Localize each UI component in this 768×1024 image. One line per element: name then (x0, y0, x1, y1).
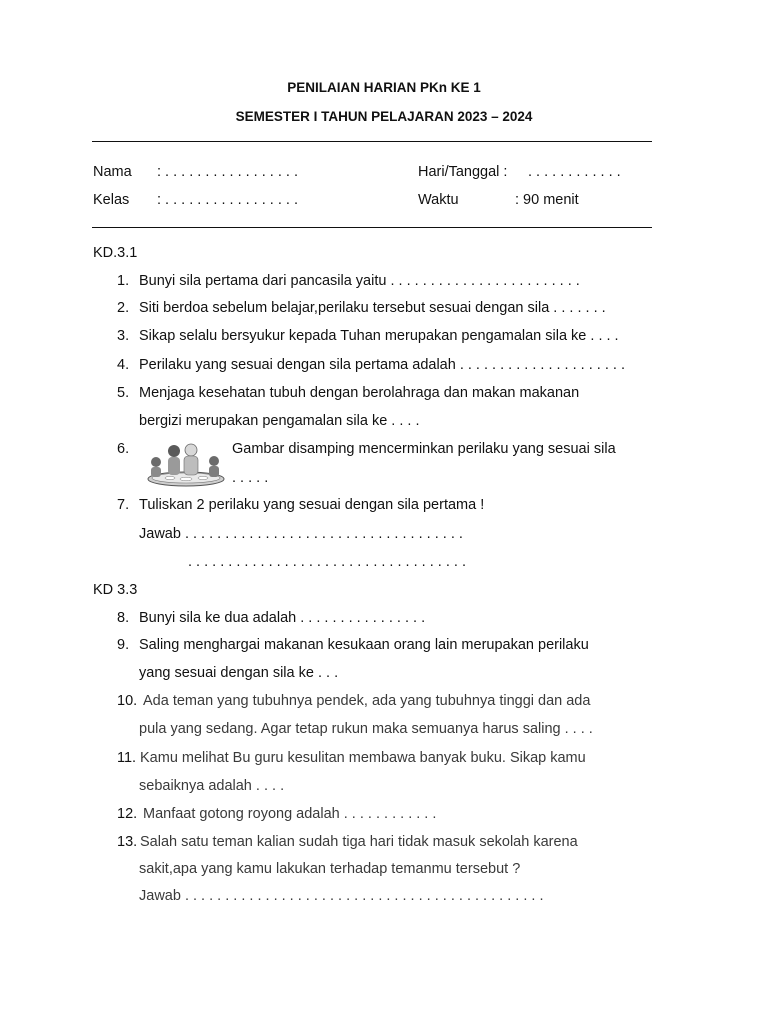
question-2-number: 2. (117, 300, 130, 316)
question-12-number: 12. (117, 806, 138, 822)
question-4-text: Perilaku yang sesuai dengan sila pertama adalah . . . . . . . . . . . . . . . . . . . . . (139, 357, 625, 373)
question-9-line1: Saling menghargai makanan kesukaan orang lain merupakan perilaku (139, 637, 589, 653)
question-13-line2: sakit,apa yang kamu lakukan terhadap temanmu tersebut ? (139, 861, 521, 877)
question-13-line1: Salah satu teman kalian sudah tiga hari tidak masuk sekolah karena (140, 834, 578, 850)
question-7-answer-line1[interactable]: Jawab . . . . . . . . . . . . . . . . . . . . . . . . . . . . . . . . . . . (139, 526, 463, 542)
header-divider-top (92, 141, 652, 142)
question-3-text: Sikap selalu bersyukur kepada Tuhan merupakan pengamalan sila ke . . . . (139, 328, 619, 344)
question-1-number: 1. (117, 273, 130, 289)
question-11-number: 11. (117, 750, 137, 766)
worksheet-subtitle: SEMESTER I TAHUN PELAJARAN 2023 – 2024 (235, 109, 533, 124)
question-9-number: 9. (117, 637, 130, 653)
hari-tanggal-label: Hari/Tanggal : (418, 164, 508, 180)
question-10-line2: pula yang sedang. Agar tetap rukun maka semuanya harus saling . . . . (139, 721, 593, 737)
question-12-text: Manfaat gotong royong adalah . . . . . . . . . . . . (143, 806, 437, 822)
question-4-number: 4. (117, 357, 130, 373)
worksheet-title: PENILAIAN HARIAN PKn KE 1 (287, 80, 481, 95)
question-11-line1: Kamu melihat Bu guru kesulitan membawa banyak buku. Sikap kamu (140, 750, 586, 766)
question-13-number: 13. (117, 834, 138, 850)
question-11-line2: sebaiknya adalah . . . . (139, 778, 285, 794)
question-5-number: 5. (117, 385, 130, 401)
question-6-number: 6. (117, 441, 130, 457)
waktu-label: Waktu (418, 192, 459, 208)
header-divider-bottom (92, 227, 652, 228)
nama-label: Nama (93, 164, 132, 180)
hari-tanggal-field[interactable]: . . . . . . . . . . . . (528, 164, 621, 180)
question-6-line2: . . . . . (232, 470, 269, 486)
section-kd31-heading: KD.3.1 (93, 245, 138, 261)
question-5-line1: Menjaga kesehatan tubuh dengan berolahraga dan makan makanan (139, 385, 580, 401)
question-5-line2: bergizi merupakan pengamalan sila ke . . . . (139, 413, 420, 429)
question-10-line1: Ada teman yang tubuhnya pendek, ada yang tubuhnya tinggi dan ada (143, 693, 591, 709)
question-10-number: 10. (117, 693, 138, 709)
question-7-number: 7. (117, 497, 130, 513)
question-7-answer-line2[interactable]: . . . . . . . . . . . . . . . . . . . . . . . . . . . . . . . . . . . (188, 554, 466, 570)
section-kd33-heading: KD 3.3 (93, 582, 138, 598)
question-9-line2: yang sesuai dengan sila ke . . . (139, 665, 339, 681)
question-7-text: Tuliskan 2 perilaku yang sesuai dengan sila pertama ! (139, 497, 485, 513)
nama-field[interactable]: : . . . . . . . . . . . . . . . . . (157, 164, 298, 180)
kelas-field[interactable]: : . . . . . . . . . . . . . . . . . (157, 192, 298, 208)
family-praying-illustration-icon (146, 441, 226, 487)
question-8-text: Bunyi sila ke dua adalah . . . . . . . . . . . . . . . . (139, 610, 426, 626)
kelas-label: Kelas (93, 192, 130, 208)
question-13-answer-line[interactable]: Jawab . . . . . . . . . . . . . . . . . . . . . . . . . . . . . . . . . . . . . . . . . . . . . (139, 888, 544, 904)
question-6-line1: Gambar disamping mencerminkan perilaku yang sesuai sila (232, 441, 616, 457)
question-3-number: 3. (117, 328, 130, 344)
waktu-value: : 90 menit (515, 192, 579, 208)
question-1-text: Bunyi sila pertama dari pancasila yaitu . . . . . . . . . . . . . . . . . . . . . . . . (139, 273, 580, 289)
question-8-number: 8. (117, 610, 130, 626)
question-2-text: Siti berdoa sebelum belajar,perilaku tersebut sesuai dengan sila . . . . . . . (139, 300, 606, 316)
